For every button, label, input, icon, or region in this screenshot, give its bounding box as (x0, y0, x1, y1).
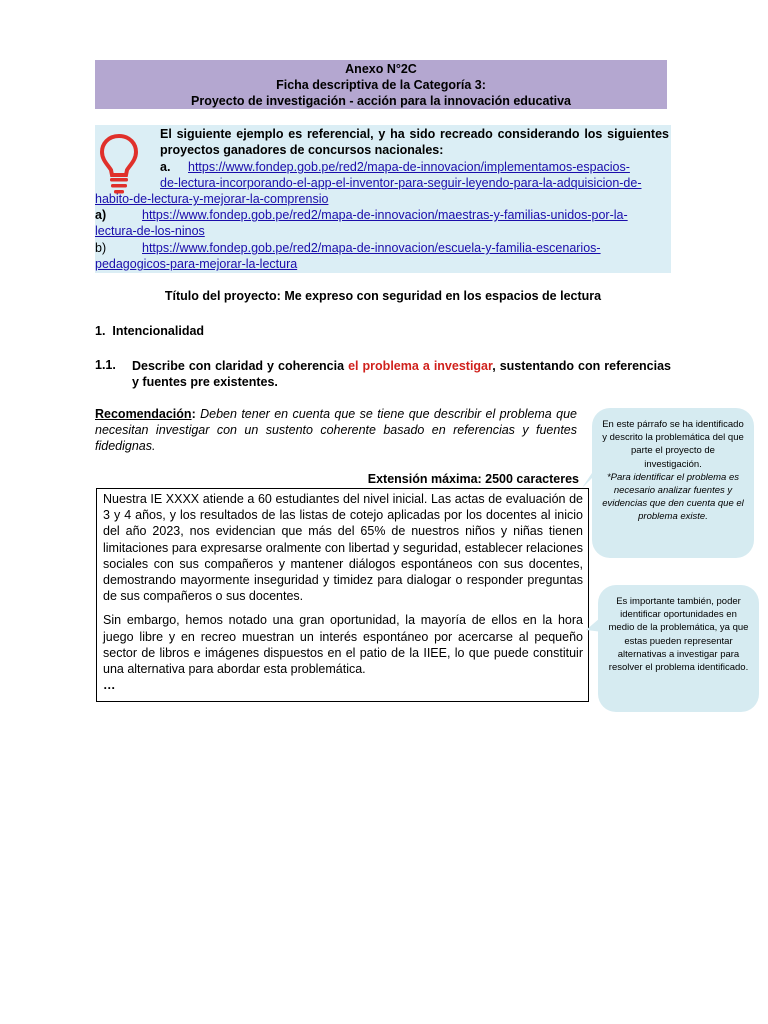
annex-category: Ficha descriptiva de la Categoría 3: (276, 78, 486, 92)
annex-title: Anexo N°2C (345, 62, 417, 76)
reference-link-3-cont[interactable]: pedagogicos-para-mejorar-la-lectura (95, 257, 298, 271)
question-text-end: , sustentando con referencias y fuentes pre existentes. (132, 359, 672, 390)
reference-link-3[interactable]: https://www.fondep.gob.pe/red2/mapa-de-innovacion/escuela-y-familia-escenarios- (142, 241, 601, 255)
list-marker: a. (160, 160, 171, 174)
project-title: Título del proyecto: Me expreso con seguridad en los espacios de lectura (164, 289, 602, 303)
section-question (132, 358, 671, 390)
recommendation-text: Deben tener en cuenta que se tiene que describir el problema que necesitan investigar con un sustento coherente basado en referencias y fuentes fidedignas. (95, 407, 577, 454)
list-marker: a) (95, 208, 107, 222)
reference-link-1[interactable]: https://www.fondep.gob.pe/red2/mapa-de-innovacion/implementamos-espacios- (188, 160, 630, 174)
callout-note: *Para identificar el problema es necesario analizar fuentes y evidencias que den cuenta que el problema existe. (602, 471, 744, 523)
reference-link-2-cont[interactable]: lectura-de-los-ninos (95, 224, 205, 238)
recommendation-colon: : (191, 407, 196, 421)
reference-link-1-end[interactable]: habito-de-lectura-y-mejorar-la-comprensio (95, 192, 329, 206)
recommendation (95, 406, 577, 455)
max-extension-label: Extensión máxima: 2500 caracteres (367, 472, 579, 486)
answer-paragraph: Sin embargo, hemos notado una gran oportunidad, la mayoría de ellos en la hora juego libre y en recreo muestran un interés espontáneo por acercarse al pequeño sector de libros e imágenes dispuestos en el patio de la IIEE, lo que puede constituir una alternativa para abordar esta problemática. (103, 613, 583, 677)
callout-text: En este párrafo se ha identificado y descrito la problemática del que parte el proyecto de investigación. (602, 419, 744, 470)
reference-intro: El siguiente ejemplo es referencial, y ha sido recreado considerando los siguientes proyectos ganadores de concursos nacionales: (160, 127, 669, 158)
recommendation-label: Recomendación (95, 407, 192, 421)
reference-link-1-cont[interactable]: de-lectura-incorporando-el-app-el-inventor-para-seguir-leyendo-para-la-adquisicion-de- (160, 176, 642, 190)
question-highlight: el problema a investigar (348, 359, 493, 373)
reference-link-2[interactable]: https://www.fondep.gob.pe/red2/mapa-de-innovacion/maestras-y-familias-unidos-por-la- (142, 208, 628, 222)
question-text: Describe con claridad y coherencia (132, 359, 349, 373)
answer-ellipsis: … (103, 678, 116, 693)
reference-info-box (95, 125, 671, 273)
annex-header (95, 60, 667, 109)
section-heading-intencionalidad: 1. Intencionalidad (95, 324, 205, 338)
comment-callout-problem (592, 408, 754, 558)
answer-text-box[interactable] (96, 488, 589, 702)
section-number: 1.1. (95, 358, 116, 372)
annex-subtitle: Proyecto de investigación - acción para la innovación educativa (191, 94, 571, 108)
comment-callout-opportunity (598, 585, 759, 712)
lightbulb-icon (99, 133, 139, 195)
callout-text: Es importante también, poder identificar oportunidades en medio de la problemática, ya que estas pueden representar alternativas a investigar para resolver el problema identificado. (608, 596, 749, 674)
answer-paragraph: Nuestra IE XXXX atiende a 60 estudiantes del nivel inicial. Las actas de evaluación de 3 y 4 años, y los resultados de las listas de cotejo aplicadas por los docentes al inicio del año 2023, nos evidencian que más del 65% de nuestros niños y niñas tienen limitaciones para expresarse oralmente con libertad y seguridad, establecer relaciones sociales con sus compañeros y mantener diálogos espontáneos con sus docentes, demostrando mayormente inseguridad y timidez para dialogar o responder preguntas de sus compañeros o sus docentes. (103, 492, 583, 604)
list-marker: b) (95, 241, 107, 255)
